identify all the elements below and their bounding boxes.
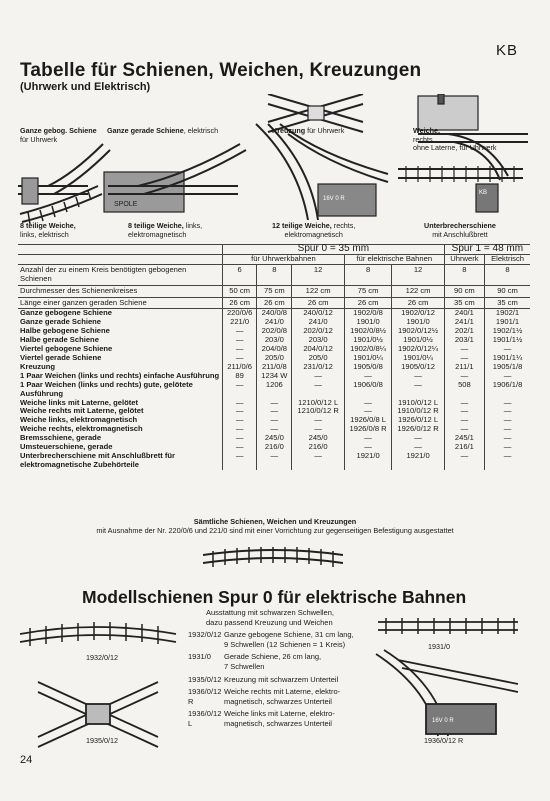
- fig-label-1931: 1931/0: [428, 642, 450, 651]
- table-cell: 26 cm: [257, 297, 292, 309]
- model-item-line1: Ganze gebogene Schiene, 31 cm lang,: [224, 630, 354, 640]
- model-item-desc: [224, 630, 354, 649]
- table-cell: 245/1: [444, 434, 484, 443]
- page-number: 24: [20, 754, 33, 766]
- switch-left-electromagnetic-image: [104, 144, 246, 212]
- table-cell: 240/1: [444, 309, 484, 318]
- table-cell: —: [292, 452, 344, 470]
- table-cell: 26 cm: [223, 297, 257, 309]
- row-label: Bremsschiene, gerade: [20, 433, 102, 443]
- table-cell: 75 cm: [344, 285, 392, 297]
- table-cell: 122 cm: [292, 285, 344, 297]
- row-label: Weiche rechts mit Laterne, gelötet: [20, 406, 144, 416]
- table-cell: 203/0: [292, 336, 344, 345]
- table-cell: —: [292, 372, 344, 381]
- table-cell: 203/1: [444, 336, 484, 345]
- note-line1: Sämtliche Schienen, Weichen und Kreuzungen: [193, 517, 357, 526]
- intro-line1: Ausstattung mit schwarzen Schwellen,: [206, 608, 334, 617]
- fig-label-1936: 1936/0/12 R: [424, 736, 464, 745]
- table-cell: 1926/0/8 L: [344, 416, 392, 425]
- table-cell: 1206: [257, 381, 292, 399]
- table-cell: 205/0: [257, 354, 292, 363]
- table-cell: 204/0/12: [292, 345, 344, 354]
- model-item-line2: 7 Schwellen: [224, 661, 265, 671]
- intro-line2: dazu passend Kreuzung und Weichen: [206, 617, 333, 627]
- table-cell: 1901/0½: [392, 336, 444, 345]
- table-cell: —: [223, 416, 257, 425]
- table-cell: 1910/0/12 R: [392, 407, 444, 416]
- header-spur1: Spur 1 = 48 mm: [444, 245, 530, 255]
- table-cell: 50 cm: [223, 285, 257, 297]
- table-cell: —: [444, 452, 484, 470]
- row-label: Ganze gebogene Schiene: [18, 309, 223, 318]
- table-cell: —: [485, 443, 530, 452]
- table-row: [18, 285, 530, 297]
- table-cell: 8: [257, 264, 292, 285]
- note-line2: mit Ausnahme der Nr. 220/0/6 und 221/0 sind mit einer Vorrichtung zur gegenseitigen Befestigung ausgestattet: [96, 526, 454, 535]
- table-cell: 231/0/12: [292, 363, 344, 372]
- row-label: Durchmesser des Schienenkreises: [18, 285, 223, 297]
- table-cell: —: [485, 452, 530, 470]
- table-cell: 1921/0: [344, 452, 392, 470]
- svg-text:16V 0 R: 16V 0 R: [432, 718, 454, 724]
- table-cell: 1234 W: [257, 372, 292, 381]
- model-item: [188, 709, 354, 728]
- corner-code: KB: [495, 42, 518, 59]
- table-cell: 508: [444, 381, 484, 399]
- table-cell: —: [344, 443, 392, 452]
- model-rail-images-right: [368, 608, 528, 748]
- model-rail-images-left: [18, 612, 178, 752]
- table-cell: 1905/0/8: [344, 363, 392, 372]
- table-cell: 75 cm: [257, 285, 292, 297]
- row-label: Halbe gerade Schiene: [20, 335, 99, 345]
- table-cell: —: [344, 407, 392, 416]
- model-item-code: 1932/0/12: [188, 630, 222, 640]
- table-cell: —: [392, 443, 444, 452]
- row-label: Anzahl der zu einem Kreis benötigten gebogenen Schienen: [18, 264, 223, 285]
- table-cell: —: [223, 345, 257, 354]
- table-cell: —: [223, 381, 257, 399]
- table-cell: —: [223, 354, 257, 363]
- fig-label-1935: 1935/0/12: [86, 736, 118, 745]
- table-cell: 1902/0/12¼: [392, 345, 444, 354]
- table-row: [18, 297, 530, 309]
- table-cell: 220/0/6: [223, 309, 257, 318]
- model-item-code: 1936/0/12 R: [188, 687, 222, 706]
- table-cell: 35 cm: [444, 297, 484, 309]
- table-cell: 216/0: [257, 443, 292, 452]
- table-cell: —: [392, 381, 444, 399]
- table-cell: 1921/0: [392, 452, 444, 470]
- svg-text:16V 0 R: 16V 0 R: [323, 196, 345, 202]
- table-row: [18, 452, 530, 470]
- table-cell: —: [257, 399, 292, 408]
- caption-interrupter: Unterbrecherschiene mit Anschlußbrett: [424, 221, 496, 239]
- table-cell: —: [485, 425, 530, 434]
- model-item: [188, 687, 354, 706]
- model-rail-list: [188, 608, 354, 732]
- table-cell: 1905/0/12: [392, 363, 444, 372]
- model-item: [188, 652, 354, 671]
- row-label: Viertel gebogene Schiene: [20, 344, 113, 354]
- row-label: Kreuzung: [20, 361, 56, 371]
- table-cell: 1902/0/8: [344, 309, 392, 318]
- table-cell: —: [292, 425, 344, 434]
- table-cell: 1902/0/12½: [392, 327, 444, 336]
- table-cell: 1210/0/12 R: [292, 407, 344, 416]
- row-label: 1 Paar Weichen (links und rechts) einfache Ausführung: [20, 370, 220, 380]
- table-cell: 1926/0/8 R: [344, 425, 392, 434]
- table-cell: 1901/0¼: [344, 354, 392, 363]
- table-cell: 204/0/8: [257, 345, 292, 354]
- caption-switch-right: Weiche, rechts, ohne Laterne, für Uhrwerk: [413, 126, 497, 153]
- table-cell: —: [444, 399, 484, 408]
- model-item-line2: 9 Schwellen (12 Schienen = 1 Kreis): [224, 639, 346, 649]
- caption-crossing: Kreuzung für Uhrwerk: [272, 126, 345, 135]
- table-cell: 1901/1¼: [485, 354, 530, 363]
- table-cell: 1906/1/8: [485, 381, 530, 399]
- table-cell: 1902/1: [485, 309, 530, 318]
- table-cell: 1905/1/8: [485, 363, 530, 372]
- table-cell: 1901/0½: [344, 336, 392, 345]
- table-cell: —: [223, 399, 257, 408]
- table-cell: —: [344, 399, 392, 408]
- fig-label-1932: 1932/0/12: [86, 653, 118, 662]
- caption-8-switch-electric: 8 teilige Weiche, links, elektrisch: [20, 221, 76, 239]
- interrupter-rail-image: [398, 166, 523, 212]
- table-cell: —: [444, 407, 484, 416]
- table-cell: 211/0/6: [223, 363, 257, 372]
- row-label: Unterbrecherschiene mit Anschlußbrett für elektromagnetische Zubehörteile: [20, 450, 175, 469]
- table-cell: 202/0/8: [257, 327, 292, 336]
- table-cell: 241/1: [444, 318, 484, 327]
- model-item-code: 1935/0/12: [188, 674, 222, 684]
- row-label: Halbe gebogene Schiene: [20, 326, 110, 336]
- model-item-line2: magnetisch, schwarzes Unterteil: [224, 718, 332, 728]
- model-item: [188, 630, 354, 649]
- table-cell: 203/0: [257, 336, 292, 345]
- table-cell: 1901/1: [485, 318, 530, 327]
- header-uhrwerkbahnen: für Uhrwerkbahnen: [223, 254, 345, 264]
- table-cell: —: [223, 452, 257, 470]
- table-cell: 6: [223, 264, 257, 285]
- table-cell: 216/1: [444, 443, 484, 452]
- table-cell: —: [257, 425, 292, 434]
- table-cell: 1926/0/12 L: [392, 416, 444, 425]
- table-cell: 12: [392, 264, 444, 285]
- table-cell: —: [444, 345, 484, 354]
- model-item-line2: magnetisch, schwarzes Unterteil: [224, 696, 332, 706]
- model-item: [188, 675, 354, 685]
- table-cell: —: [485, 434, 530, 443]
- table-cell: —: [485, 407, 530, 416]
- header-spur0: Spur 0 = 35 mm: [223, 245, 445, 255]
- table-cell: 202/1: [444, 327, 484, 336]
- table-cell: —: [485, 399, 530, 408]
- svg-text:KB: KB: [479, 190, 488, 196]
- table-cell: 1901/1½: [485, 336, 530, 345]
- rail-decoration: [203, 545, 343, 575]
- table-cell: 1926/0/12 R: [392, 425, 444, 434]
- table-cell: 202/0/12: [292, 327, 344, 336]
- table-cell: 1901/0¼: [392, 354, 444, 363]
- header-uhrwerk: Uhrwerk: [444, 254, 484, 264]
- table-cell: 1901/0: [392, 318, 444, 327]
- row-label: Ganze gerade Schiene: [20, 317, 102, 327]
- table-cell: 89: [223, 372, 257, 381]
- table-cell: —: [292, 416, 344, 425]
- page-subtitle: (Uhrwerk und Elektrisch): [20, 81, 151, 93]
- model-item-code: 1936/0/12 L: [188, 709, 222, 728]
- table-cell: 8: [485, 264, 530, 285]
- table-cell: —: [392, 372, 444, 381]
- row-label: Weiche links mit Laterne, gelötet: [20, 397, 139, 407]
- table-cell: 245/0: [292, 434, 344, 443]
- model-item-desc: [224, 709, 335, 728]
- note: [0, 517, 550, 535]
- table-cell: —: [444, 354, 484, 363]
- spec-table: [18, 244, 530, 470]
- switch-left-electric-image: [18, 144, 110, 204]
- table-cell: —: [223, 407, 257, 416]
- table-cell: —: [444, 425, 484, 434]
- header-elektrisch: Elektrisch: [485, 254, 530, 264]
- table-cell: 26 cm: [344, 297, 392, 309]
- caption-12-switch: 12 teilige Weiche, rechts, elektromagnetisch: [272, 221, 356, 239]
- switch-12-part-image: [256, 124, 388, 220]
- table-cell: —: [223, 443, 257, 452]
- table-cell: 122 cm: [392, 285, 444, 297]
- table-cell: —: [223, 336, 257, 345]
- table-cell: 211/1: [444, 363, 484, 372]
- table-cell: 1906/0/8: [344, 381, 392, 399]
- section2-title: Modellschienen Spur 0 für elektrische Bahnen: [82, 587, 467, 607]
- table-cell: —: [223, 434, 257, 443]
- row-label: Länge einer ganzen geraden Schiene: [18, 297, 223, 309]
- table-cell: 35 cm: [485, 297, 530, 309]
- table-cell: —: [344, 372, 392, 381]
- table-cell: 1902/0/8½: [344, 327, 392, 336]
- svg-text:SPOLE: SPOLE: [114, 201, 138, 208]
- table-cell: 8: [344, 264, 392, 285]
- table-cell: 26 cm: [392, 297, 444, 309]
- row-label: Weiche links, elektromagnetisch: [20, 415, 138, 425]
- table-cell: —: [392, 434, 444, 443]
- table-cell: 241/0: [257, 318, 292, 327]
- page-title: Tabelle für Schienen, Weichen, Kreuzungen: [20, 60, 422, 81]
- caption-curved-rail: Ganze gebog. Schiene für Uhrwerk: [20, 126, 97, 144]
- table-cell: 205/0: [292, 354, 344, 363]
- model-item-desc: [224, 687, 340, 706]
- table-cell: —: [257, 452, 292, 470]
- row-label: Umsteuerschiene, gerade: [20, 442, 113, 452]
- caption-straight-rail: Ganze gerade Schiene, elektrisch: [107, 126, 219, 135]
- table-cell: 221/0: [223, 318, 257, 327]
- table-cell: —: [257, 407, 292, 416]
- table-cell: 211/0/8: [257, 363, 292, 372]
- model-item-desc: [224, 652, 321, 671]
- table-row: [18, 264, 530, 285]
- table-cell: —: [223, 327, 257, 336]
- table-cell: 1902/0/12: [392, 309, 444, 318]
- table-cell: 240/0/8: [257, 309, 292, 318]
- model-item-line1: Gerade Schiene, 26 cm lang,: [224, 652, 322, 662]
- table-cell: 1902/0/8¼: [344, 345, 392, 354]
- table-cell: —: [485, 345, 530, 354]
- header-elektrische-bahnen: für elektrische Bahnen: [344, 254, 444, 264]
- row-label: Viertel gerade Schiene: [20, 352, 102, 362]
- model-item-line1: Kreuzung mit schwarzem Unterteil: [224, 674, 339, 684]
- table-cell: —: [444, 416, 484, 425]
- table-cell: 240/0/12: [292, 309, 344, 318]
- table-cell: —: [257, 416, 292, 425]
- model-item-code: 1931/0: [188, 652, 211, 662]
- caption-8-switch-electromagnetic: 8 teilige Weiche, links, elektromagnetisch: [128, 221, 203, 239]
- table-cell: —: [344, 434, 392, 443]
- table-cell: —: [223, 425, 257, 434]
- table-cell: 90 cm: [485, 285, 530, 297]
- table-cell: —: [292, 381, 344, 399]
- table-cell: 245/0: [257, 434, 292, 443]
- table-cell: 216/0: [292, 443, 344, 452]
- table-cell: 241/0: [292, 318, 344, 327]
- row-label: Weiche rechts, elektromagnetisch: [20, 424, 143, 434]
- table-cell: 1210/0/12 L: [292, 399, 344, 408]
- table-cell: 1902/1½: [485, 327, 530, 336]
- model-item-line1: Weiche rechts mit Laterne, elektro-: [224, 687, 341, 697]
- table-cell: 26 cm: [292, 297, 344, 309]
- row-label: 1 Paar Weichen (links und rechts) gute, gelötete Ausführung: [20, 379, 193, 398]
- table-cell: —: [485, 416, 530, 425]
- model-item-desc: [224, 675, 338, 685]
- table-cell: 12: [292, 264, 344, 285]
- table-cell: 1901/0: [344, 318, 392, 327]
- table-cell: 1910/0/12 L: [392, 399, 444, 408]
- table-cell: —: [485, 372, 530, 381]
- table-cell: 90 cm: [444, 285, 484, 297]
- table-cell: —: [444, 372, 484, 381]
- header-empty: [18, 245, 223, 255]
- table-row: [18, 381, 530, 399]
- table-cell: 8: [444, 264, 484, 285]
- model-item-line1: Weiche links mit Laterne, elektro-: [224, 709, 335, 719]
